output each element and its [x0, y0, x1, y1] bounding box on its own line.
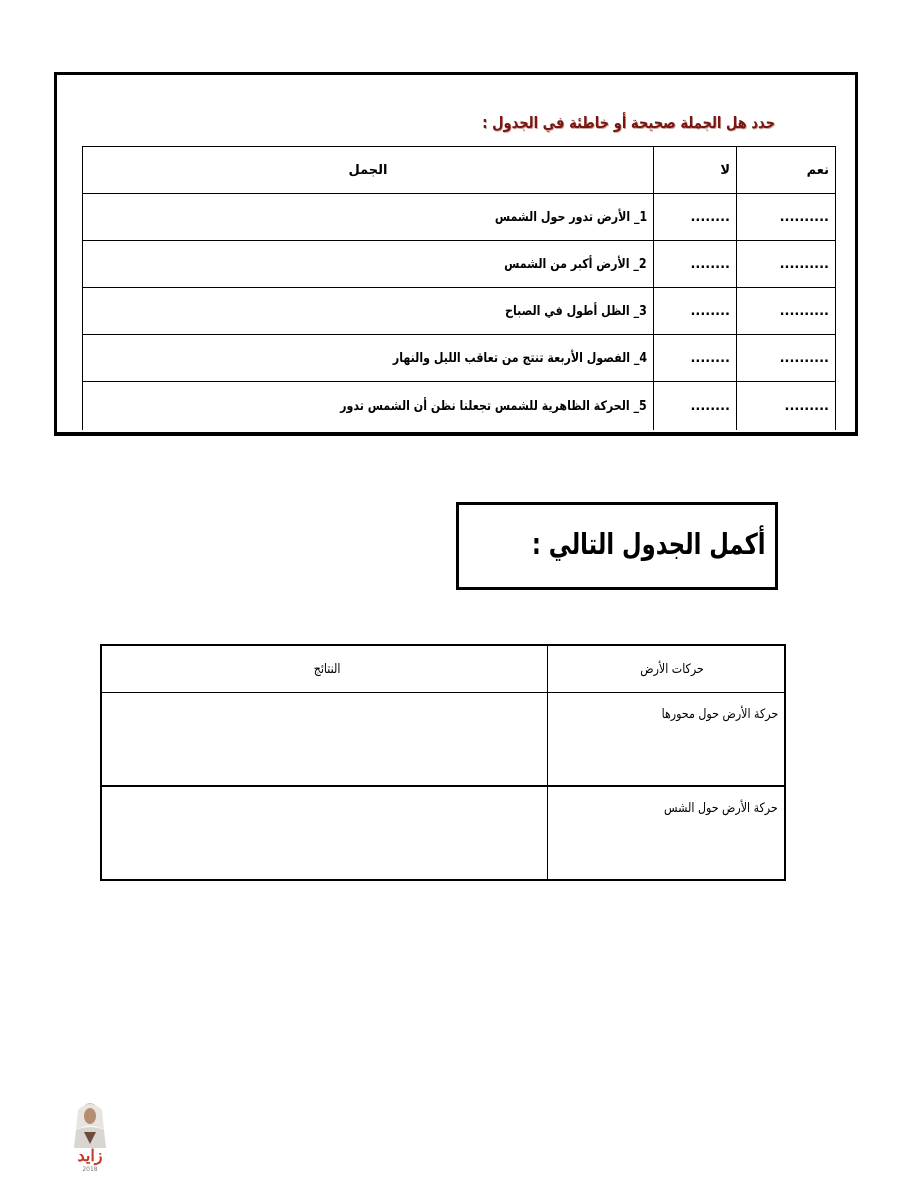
table-header-row [101, 645, 785, 693]
sentence-text: 4_ الفصول الأربعة تنتج من تعاقب الليل والنهار [392, 350, 647, 366]
table-row [83, 382, 836, 431]
logo-text: زايد [77, 1146, 103, 1165]
answer-no-blank[interactable]: ........ [654, 194, 737, 241]
table-row [101, 786, 785, 880]
table-header-row [83, 147, 836, 194]
sentence-text: 2_ الأرض أكبر من الشمس [504, 256, 647, 272]
sentence-cell [83, 382, 654, 431]
result-answer-cell[interactable] [101, 786, 548, 880]
header-no: لا [654, 147, 737, 194]
sentence-cell [83, 335, 654, 382]
logo-year: 2018 [82, 1166, 98, 1173]
table-row [83, 288, 836, 335]
true-false-table [82, 146, 836, 430]
earth-movements-table [100, 644, 786, 881]
header-yes: نعم [737, 147, 836, 194]
movement-cell: حركة الأرض حول محورها [548, 693, 786, 787]
table-row [83, 194, 836, 241]
header-earth-movements: حركات الأرض [548, 645, 786, 693]
answer-no-blank[interactable]: ........ [654, 288, 737, 335]
sentence-text: 5_ الحركة الظاهرية للشمس تجعلنا نظن أن الشمس تدور [340, 398, 647, 414]
result-answer-cell[interactable] [101, 693, 548, 787]
answer-yes-blank[interactable]: .......... [737, 241, 836, 288]
sentence-cell [83, 241, 654, 288]
sentence-text: 1_ الأرض تدور حول الشمس [494, 209, 647, 225]
complete-table-heading-box [456, 502, 778, 590]
header-results: النتائج [101, 645, 548, 693]
movement-cell: حركة الأرض حول الشس [548, 786, 786, 880]
true-false-section [54, 72, 858, 436]
answer-yes-blank[interactable]: .......... [737, 194, 836, 241]
answer-yes-blank[interactable]: ......... [737, 382, 836, 431]
table-row [83, 241, 836, 288]
answer-no-blank[interactable]: ........ [654, 382, 737, 431]
answer-yes-blank[interactable]: .......... [737, 288, 836, 335]
table-row [83, 335, 836, 382]
zayed-year-logo [70, 1100, 110, 1175]
sentence-cell [83, 194, 654, 241]
table-row [101, 693, 785, 787]
section-title: حدد هل الجملة صحيحة أو خاطئة في الجدول : [482, 113, 775, 132]
answer-yes-blank[interactable]: .......... [737, 335, 836, 382]
sentence-text: 3_ الظل أطول في الصباح [505, 303, 647, 319]
answer-no-blank[interactable]: ........ [654, 335, 737, 382]
complete-table-title: أكمل الجدول التالي : [531, 527, 765, 561]
answer-no-blank[interactable]: ........ [654, 241, 737, 288]
sentence-cell [83, 288, 654, 335]
header-sentences: الجمل [83, 147, 654, 194]
